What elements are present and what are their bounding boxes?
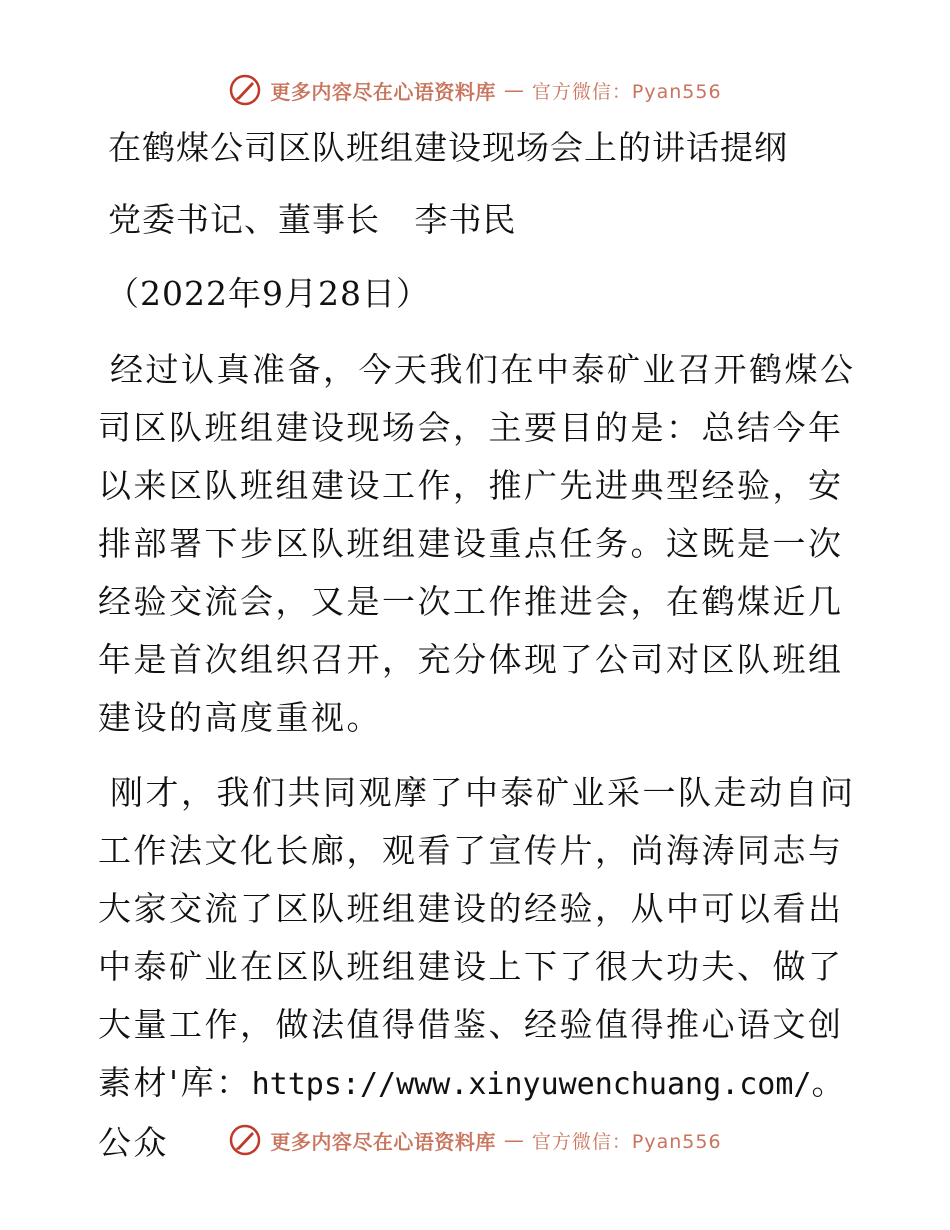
watermark-dash: — (503, 78, 524, 102)
watermark-wechat: 官方微信：Pyan556 (531, 1130, 722, 1153)
document-date: （2022年9月28日） (106, 274, 430, 313)
paragraph-2-text: 刚才，我们共同观摩了中泰矿业采一队走动自问工作法文化长廊，观看了宣传片，尚海涛同志与大家交流了区队班组建设的经验，从中可以看出中泰矿业在区队班组建设上下了很大功夫、做了大量工作，做法值得借鉴、经验值得推心语文创素材'库： (98, 773, 856, 1102)
paragraph-1: 经过认真准备，今天我们在中泰矿业召开鹤煤公司区队班组建设现场会，主要目的是：总结今年以来区队班组建设工作，推广先进典型经验，安排部署下步区队班组建设重点任务。这既是一次经验交流会，又是一次工作推进会，在鹤煤近几年是首次组织召开，充分体现了公司对区队班组建设的高度重视。 (98, 350, 856, 737)
paragraph-2 (98, 764, 858, 1172)
footer-watermark (0, 1120, 950, 1160)
document-title: 在鹤煤公司区队班组建设现场会上的讲话提纲 (108, 128, 788, 167)
watermark-brand: 更多内容尽在心语资料库 (270, 79, 496, 104)
watermark-wechat: 官方微信：Pyan556 (531, 80, 722, 103)
quill-logo-icon (228, 1123, 262, 1157)
paragraph-2-tail: 。公众 (98, 1063, 847, 1162)
watermark-dash: — (503, 1128, 524, 1152)
paragraph-2-link[interactable]: https://www.xinyuwenchuang.com/ (251, 1067, 812, 1102)
quill-logo-icon (228, 73, 262, 107)
header-watermark (0, 70, 950, 110)
document-author: 党委书记、董事长 李书民 (108, 200, 517, 239)
watermark-brand: 更多内容尽在心语资料库 (270, 1129, 496, 1154)
